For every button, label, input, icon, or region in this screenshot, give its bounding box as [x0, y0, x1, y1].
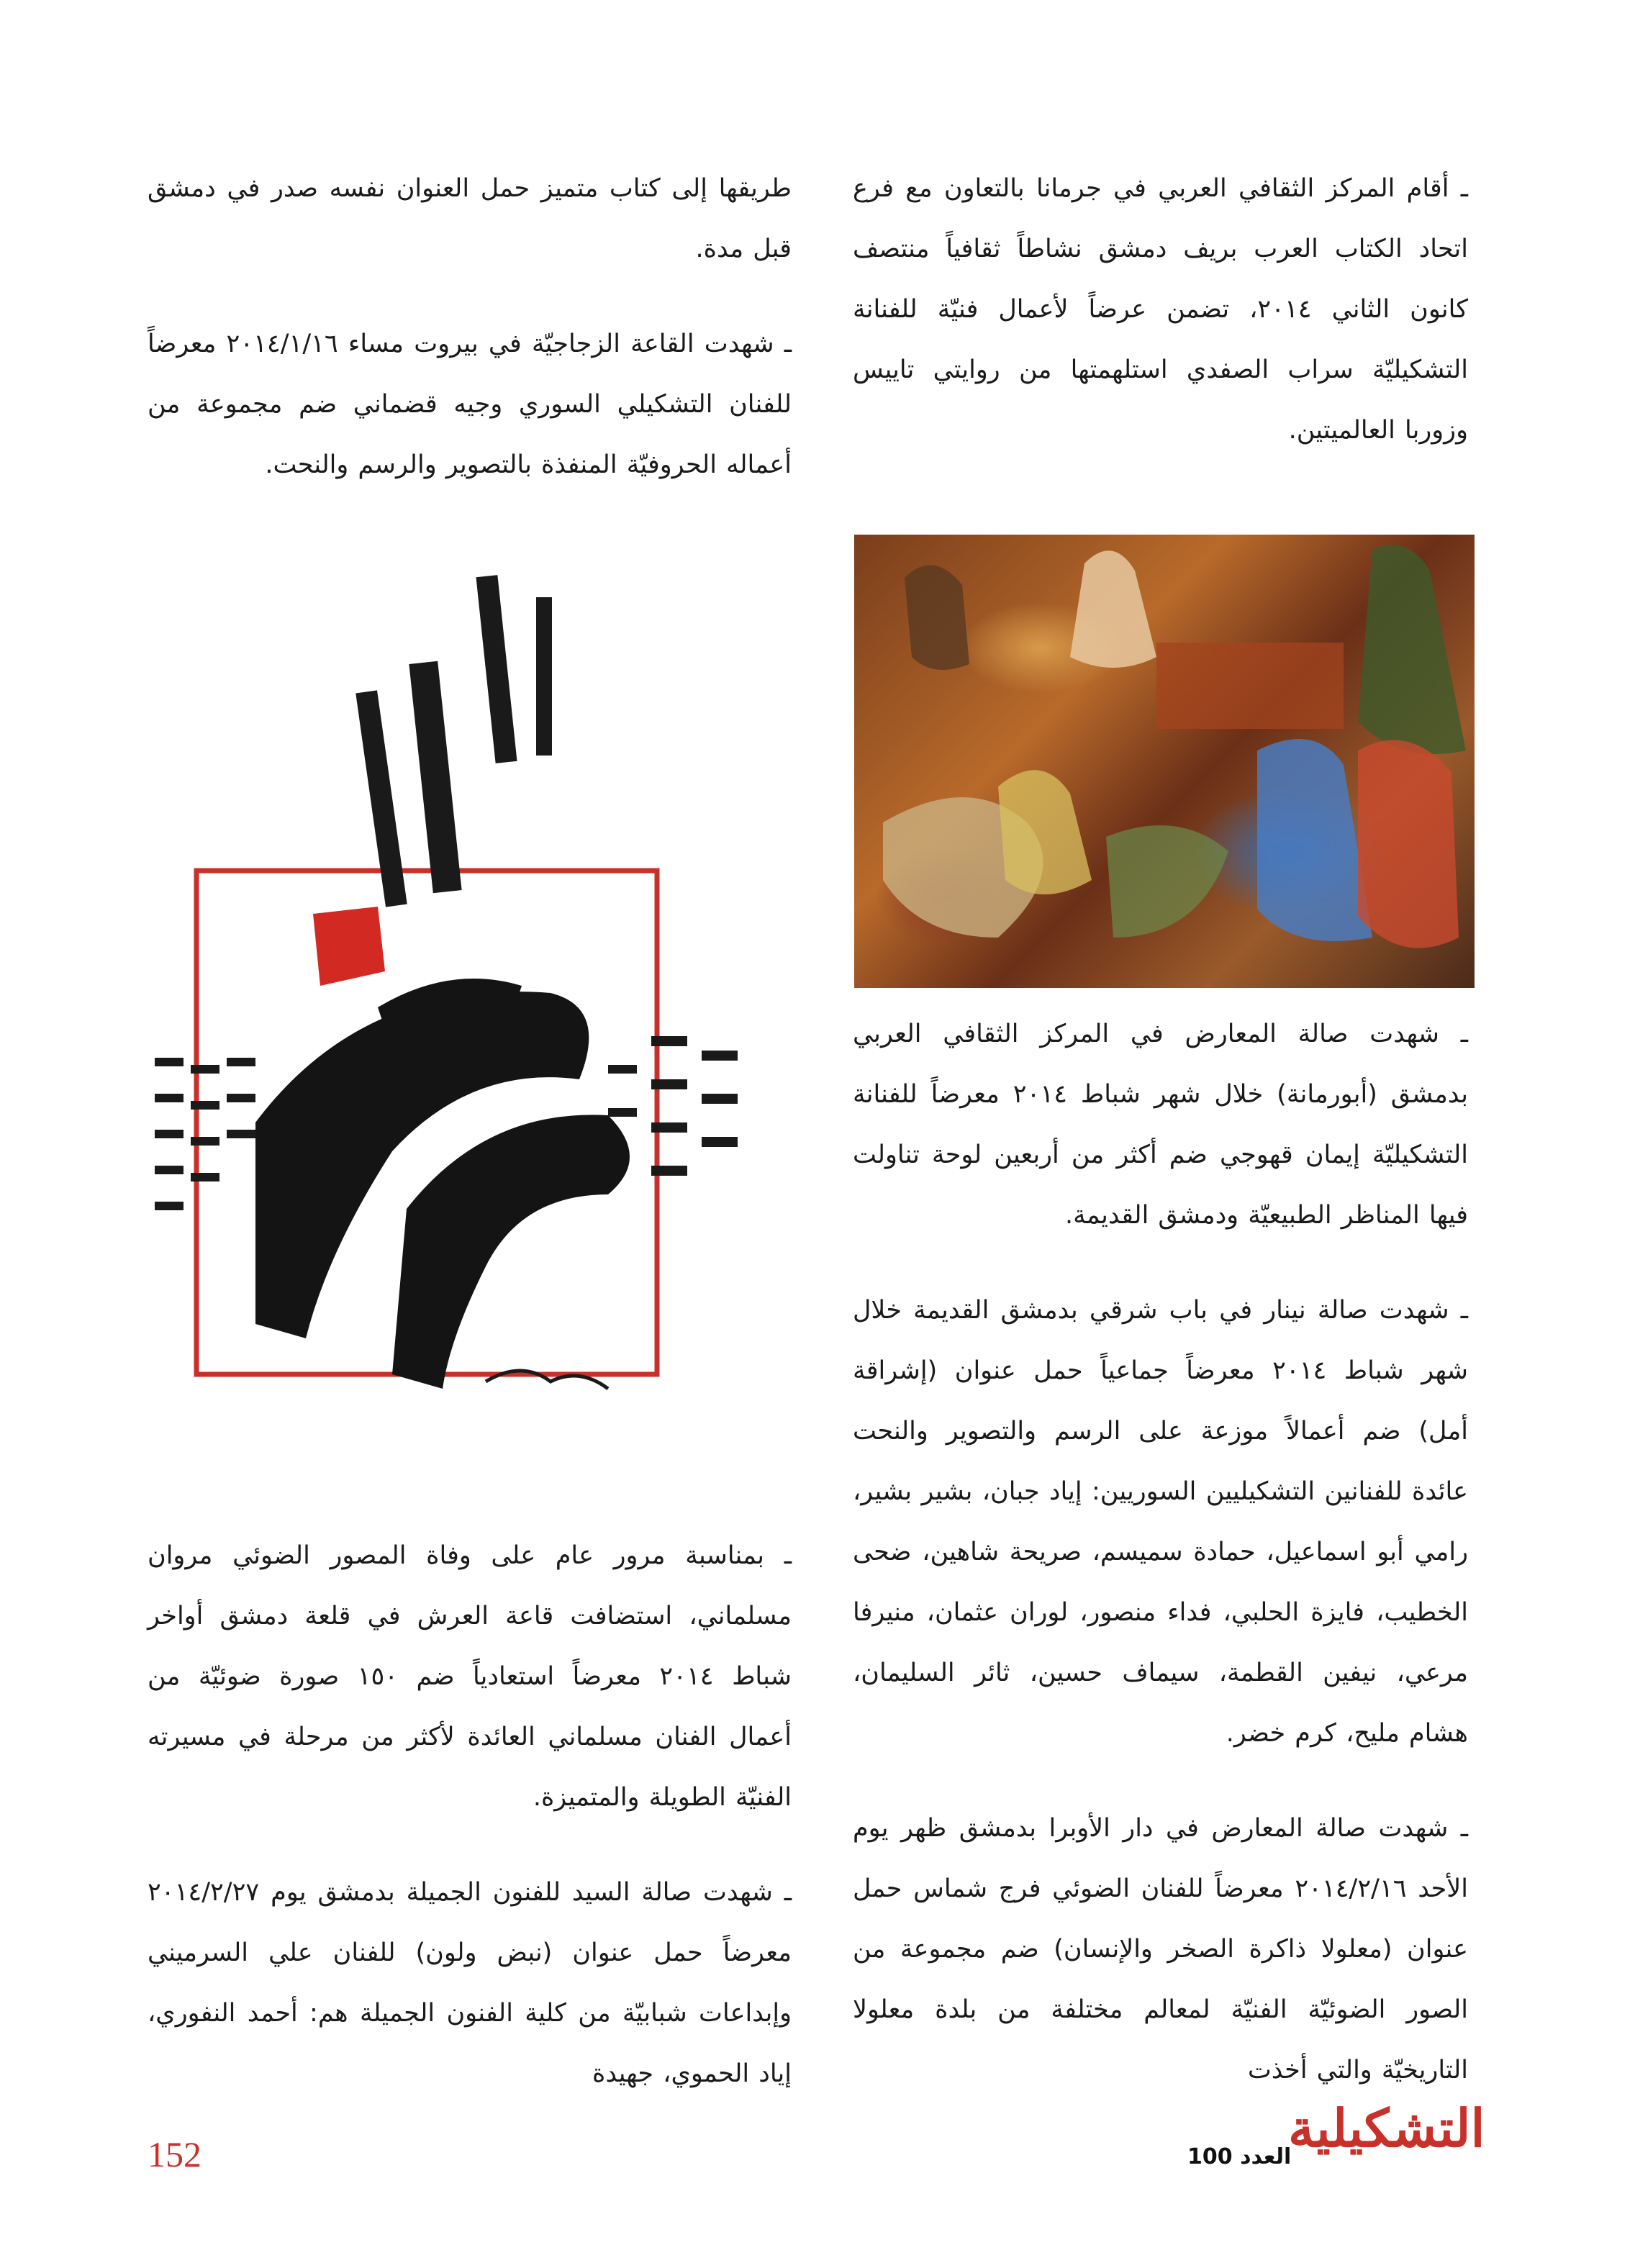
- left-text-column-bottom: [148, 1525, 792, 2104]
- right-text-column: [853, 158, 1468, 461]
- paragraph-zujajiya-hall: ـ شهدت القاعة الزجاجيّة في بيروت مساء ٢٠١٤/١/١٦ معرضاً للفنان التشكيلي السوري وجيه قضماني ضم مجموعة من أعماله الحروفيّة المنفذة بالتصوير والرسم والنحت.: [148, 330, 792, 479]
- calligraphy-figure: [148, 561, 781, 1453]
- paragraph-opera-house: ـ شهدت صالة المعارض في دار الأوبرا بدمشق ظهر يوم الأحد ٢٠١٤/٢/١٦ معرضاً للفنان الضوئي فرج شماس حمل عنوان (معلولا ذاكرة الصخر والإنسان) ضم مجموعة من الصور الضوئيّة الفنيّة لمعالم مختلفة من بلدة معلولا التاريخيّة والتي أخذت: [853, 1814, 1468, 2085]
- paragraph-sarab-safadi: ـ أقام المركز الثقافي العربي في جرمانا بالتعاون مع فرع اتحاد الكتاب العرب بريف دمشق نشاطاً ثقافياً منتصف كانون الثاني ٢٠١٤، تضمن عرضاً لأعمال فنيّة للفنانة التشكيليّة سراب الصفدي استلهمتها من روايتي تاييس وزوربا العالميتين.: [853, 174, 1468, 445]
- page-number: 152: [148, 2134, 201, 2174]
- paragraph-continuation: طريقها إلى كتاب متميز حمل العنوان نفسه صدر في دمشق قبل مدة.: [148, 174, 792, 263]
- paragraph-iman-qahwaji: ـ شهدت صالة المعارض في المركز الثقافي العربي بدمشق (أبورمانة) خلال شهر شباط ٢٠١٤ معرضاً للفنانة التشكيليّة إيمان قهوجي ضم أكثر من أربعين لوحة تناولت فيها المناظر الطبيعيّة ودمشق القديمة.: [853, 1020, 1469, 1230]
- calligraphy-artwork: [148, 561, 781, 1453]
- painting-figures: [854, 535, 1475, 988]
- paragraph-marwan-muslimani: ـ بمناسبة مرور عام على وفاة المصور الضوئي مروان مسلماني، استضافت قاعة العرش في قلعة دمشق أواخر شباط ٢٠١٤ معرضاً استعادياً ضم ١٥٠ صورة ضوئيّة من أعمال الفنان مسلماني العائدة لأكثر من مرحلة في مسيرته الفنيّة الطويلة والمتميزة.: [148, 1541, 792, 1812]
- painting-image: [854, 535, 1475, 988]
- left-text-column-top: [148, 158, 792, 495]
- paragraph-sayed-gallery: ـ شهدت صالة السيد للفنون الجميلة بدمشق يوم ٢٠١٤/٢/٢٧ معرضاً حمل عنوان (نبض ولون) للفنان علي السرميني وإبداعات شبابيّة من كلية الفنون الجميلة هم: أحمد النفوري، إياد الحموي، جهيدة: [148, 1878, 792, 2088]
- paragraph-ninar-gallery: ـ شهدت صالة نينار في باب شرقي بدمشق القديمة خلال شهر شباط ٢٠١٤ معرضاً جماعياً حمل عنوان (إشراقة أمل) ضم أعمالاً موزعة على الرسم والتصوير والنحت عائدة للفنانين التشكيليين السوريين: إياد جبان، بشير بشير، رامي أبو اسماعيل، حمادة سميسم، صريحة شاهين، ضحى الخطيب، فايزة الحلبي، فداء منصور، لوران عثمان، منيرفا مرعي، نيفين القطمة، سيماف حسين، ثائر السليمان، هشام مليح، كرم خضر.: [853, 1296, 1468, 1748]
- magazine-logo: التشكيلية: [1288, 2097, 1485, 2159]
- issue-number: العدد 100: [1187, 2144, 1292, 2169]
- right-text-column-lower: [853, 1004, 1468, 2100]
